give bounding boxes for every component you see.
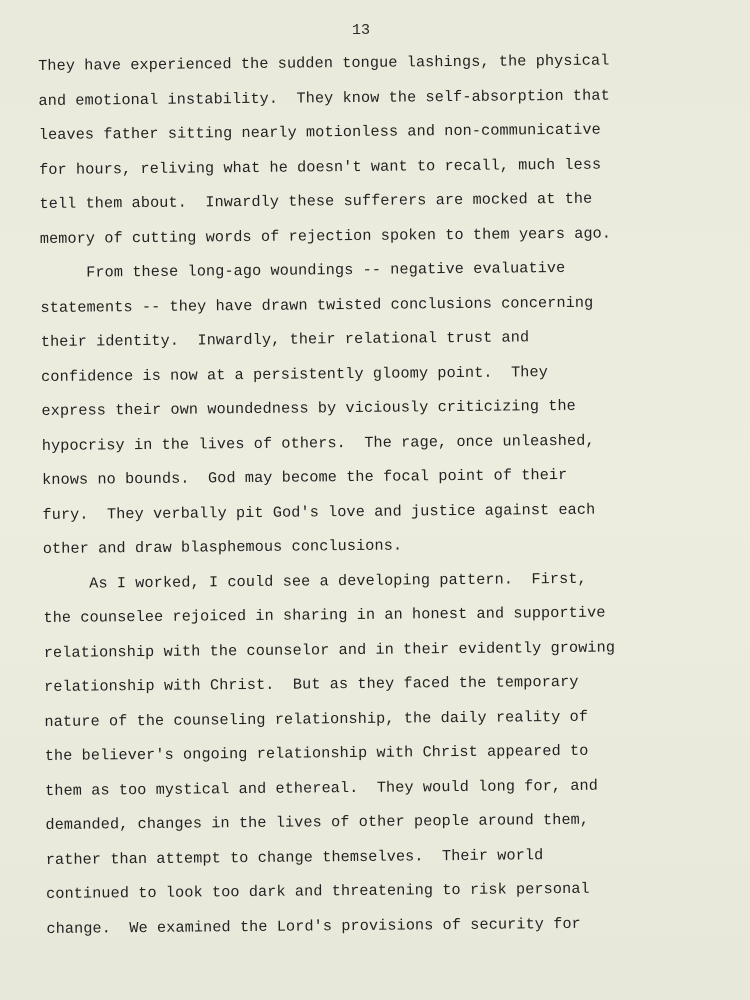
text-line-20: nature of the counseling relationship, the daily reality of	[44, 707, 589, 731]
body-text	[38, 42, 737, 946]
text-line-17: the counselee rejoiced in sharing in an honest and supportive	[43, 603, 606, 627]
text-line-9: their identity. Inwardly, their relational trust and	[40, 328, 530, 351]
text-line-19: relationship with Christ. But as they faced the temporary	[44, 672, 579, 696]
text-line-21: the believer's ongoing relationship with Christ appeared to	[44, 741, 589, 765]
text-line-8: statements -- they have drawn twisted conclusions concerning	[40, 293, 594, 317]
text-line-22: them as too mystical and ethereal. They would long for, and	[45, 776, 599, 800]
text-line-14: fury. They verbally pit God's love and justice against each	[42, 500, 596, 524]
text-line-6: memory of cutting words of rejection spoken to them years ago.	[39, 224, 612, 248]
text-line-2: and emotional instability. They know the self-absorption that	[38, 86, 610, 110]
text-line-7: From these long-ago woundings -- negative evaluative	[40, 258, 566, 282]
text-line-13: knows no bounds. God may become the focal point of their	[42, 465, 568, 489]
text-line-15: other and draw blasphemous conclusions.	[42, 536, 403, 558]
text-line-11: express their own woundedness by viciously criticizing the	[41, 396, 576, 420]
text-line-4: for hours, reliving what he doesn't want to recall, much less	[39, 155, 602, 179]
text-line-10: confidence is now at a persistently gloomy point. They	[41, 362, 548, 386]
text-line-24: rather than attempt to change themselves. Their world	[45, 845, 544, 869]
text-line-26: change. We examined the Lord's provisions of security for	[46, 914, 581, 938]
text-line-18: relationship with the counselor and in their evidently growing	[43, 637, 616, 662]
text-line-5: tell them about. Inwardly these sufferers are mocked at the	[39, 189, 593, 213]
text-line-23: demanded, changes in the lives of other people around them,	[45, 810, 590, 834]
text-line-12: hypocrisy in the lives of others. The rage, once unleashed,	[41, 431, 595, 455]
page-number: 13	[351, 22, 370, 39]
text-line-25: continued to look too dark and threatening to risk personal	[46, 879, 590, 903]
text-line-3: leaves father sitting nearly motionless and non-communicative	[38, 120, 601, 144]
text-line-1: They have experienced the sudden tongue lashings, the physical	[38, 51, 610, 75]
text-line-16: As I worked, I could see a developing pattern. First,	[43, 569, 587, 593]
